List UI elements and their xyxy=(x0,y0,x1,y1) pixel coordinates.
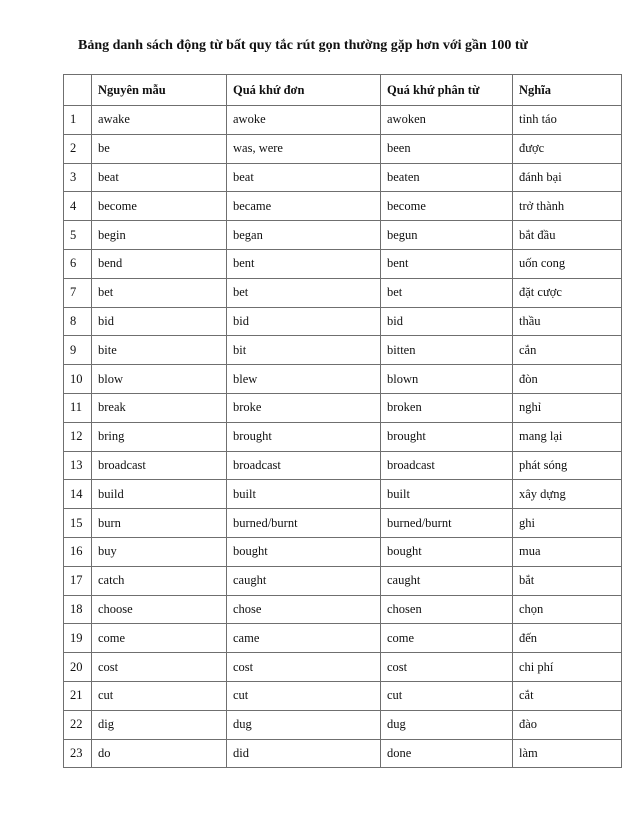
past-simple-cell: beat xyxy=(227,163,381,192)
table-row xyxy=(64,480,622,509)
past-participle-cell: come xyxy=(381,624,513,653)
table-row xyxy=(64,422,622,451)
row-index: 5 xyxy=(64,221,92,250)
base-form-cell: be xyxy=(92,134,227,163)
base-form-cell: dig xyxy=(92,710,227,739)
past-simple-cell: broadcast xyxy=(227,451,381,480)
table-row xyxy=(64,509,622,538)
meaning-cell: chọn xyxy=(513,595,622,624)
past-simple-cell: dug xyxy=(227,710,381,739)
meaning-cell: phát sóng xyxy=(513,451,622,480)
table-row xyxy=(64,192,622,221)
base-form-cell: broadcast xyxy=(92,451,227,480)
past-simple-cell: came xyxy=(227,624,381,653)
past-simple-cell: bent xyxy=(227,249,381,278)
row-index: 9 xyxy=(64,336,92,365)
meaning-cell: ghi xyxy=(513,509,622,538)
table-row xyxy=(64,710,622,739)
past-simple-cell: caught xyxy=(227,566,381,595)
row-index: 10 xyxy=(64,365,92,394)
header-meaning: Nghĩa xyxy=(513,75,622,106)
base-form-cell: blow xyxy=(92,365,227,394)
row-index: 1 xyxy=(64,106,92,135)
base-form-cell: beat xyxy=(92,163,227,192)
base-form-cell: choose xyxy=(92,595,227,624)
row-index: 19 xyxy=(64,624,92,653)
row-index: 16 xyxy=(64,537,92,566)
past-participle-cell: broken xyxy=(381,393,513,422)
past-participle-cell: brought xyxy=(381,422,513,451)
table-row xyxy=(64,653,622,682)
past-participle-cell: been xyxy=(381,134,513,163)
meaning-cell: bắt đầu xyxy=(513,221,622,250)
meaning-cell: uốn cong xyxy=(513,249,622,278)
row-index: 13 xyxy=(64,451,92,480)
past-simple-cell: bit xyxy=(227,336,381,365)
past-simple-cell: built xyxy=(227,480,381,509)
base-form-cell: come xyxy=(92,624,227,653)
past-participle-cell: cut xyxy=(381,681,513,710)
row-index: 12 xyxy=(64,422,92,451)
past-simple-cell: bet xyxy=(227,278,381,307)
meaning-cell: tỉnh táo xyxy=(513,106,622,135)
table-header-row xyxy=(64,75,622,106)
meaning-cell: cắt xyxy=(513,681,622,710)
base-form-cell: bet xyxy=(92,278,227,307)
past-participle-cell: done xyxy=(381,739,513,768)
past-participle-cell: bitten xyxy=(381,336,513,365)
past-participle-cell: bought xyxy=(381,537,513,566)
base-form-cell: cost xyxy=(92,653,227,682)
past-participle-cell: bet xyxy=(381,278,513,307)
base-form-cell: bend xyxy=(92,249,227,278)
row-index: 14 xyxy=(64,480,92,509)
row-index: 8 xyxy=(64,307,92,336)
past-participle-cell: built xyxy=(381,480,513,509)
meaning-cell: đến xyxy=(513,624,622,653)
base-form-cell: bite xyxy=(92,336,227,365)
past-simple-cell: bid xyxy=(227,307,381,336)
table-row xyxy=(64,221,622,250)
header-base-form: Nguyên mẫu xyxy=(92,75,227,106)
meaning-cell: đánh bại xyxy=(513,163,622,192)
page-title: Bảng danh sách động từ bất quy tắc rút gọn thường gặp hơn với gần 100 từ xyxy=(78,38,528,53)
table-row xyxy=(64,307,622,336)
table-row xyxy=(64,681,622,710)
table-row xyxy=(64,537,622,566)
table-row xyxy=(64,595,622,624)
past-participle-cell: burned/burnt xyxy=(381,509,513,538)
meaning-cell: chi phí xyxy=(513,653,622,682)
meaning-cell: đòn xyxy=(513,365,622,394)
meaning-cell: nghỉ xyxy=(513,393,622,422)
base-form-cell: bring xyxy=(92,422,227,451)
table-row xyxy=(64,106,622,135)
table-row xyxy=(64,278,622,307)
past-participle-cell: begun xyxy=(381,221,513,250)
verb-table xyxy=(63,74,622,768)
header-past-participle: Quá khứ phân từ xyxy=(381,75,513,106)
base-form-cell: cut xyxy=(92,681,227,710)
past-simple-cell: awoke xyxy=(227,106,381,135)
past-participle-cell: become xyxy=(381,192,513,221)
meaning-cell: bắt xyxy=(513,566,622,595)
row-index: 18 xyxy=(64,595,92,624)
past-simple-cell: blew xyxy=(227,365,381,394)
past-participle-cell: bid xyxy=(381,307,513,336)
table-row xyxy=(64,365,622,394)
row-index: 22 xyxy=(64,710,92,739)
meaning-cell: đặt cược xyxy=(513,278,622,307)
table-row xyxy=(64,134,622,163)
meaning-cell: xây dựng xyxy=(513,480,622,509)
row-index: 21 xyxy=(64,681,92,710)
past-participle-cell: blown xyxy=(381,365,513,394)
past-simple-cell: began xyxy=(227,221,381,250)
meaning-cell: thầu xyxy=(513,307,622,336)
past-simple-cell: became xyxy=(227,192,381,221)
table-row xyxy=(64,336,622,365)
past-simple-cell: brought xyxy=(227,422,381,451)
base-form-cell: burn xyxy=(92,509,227,538)
row-index: 3 xyxy=(64,163,92,192)
past-simple-cell: cut xyxy=(227,681,381,710)
verb-table-body xyxy=(64,106,622,768)
past-simple-cell: was, were xyxy=(227,134,381,163)
past-participle-cell: chosen xyxy=(381,595,513,624)
meaning-cell: làm xyxy=(513,739,622,768)
header-index xyxy=(64,75,92,106)
row-index: 4 xyxy=(64,192,92,221)
past-participle-cell: broadcast xyxy=(381,451,513,480)
past-simple-cell: cost xyxy=(227,653,381,682)
table-row xyxy=(64,566,622,595)
past-participle-cell: awoken xyxy=(381,106,513,135)
base-form-cell: buy xyxy=(92,537,227,566)
past-simple-cell: bought xyxy=(227,537,381,566)
past-participle-cell: caught xyxy=(381,566,513,595)
past-simple-cell: did xyxy=(227,739,381,768)
base-form-cell: begin xyxy=(92,221,227,250)
past-simple-cell: broke xyxy=(227,393,381,422)
base-form-cell: break xyxy=(92,393,227,422)
meaning-cell: được xyxy=(513,134,622,163)
meaning-cell: trở thành xyxy=(513,192,622,221)
row-index: 15 xyxy=(64,509,92,538)
table-row xyxy=(64,249,622,278)
row-index: 7 xyxy=(64,278,92,307)
past-participle-cell: cost xyxy=(381,653,513,682)
base-form-cell: awake xyxy=(92,106,227,135)
meaning-cell: đào xyxy=(513,710,622,739)
base-form-cell: catch xyxy=(92,566,227,595)
base-form-cell: do xyxy=(92,739,227,768)
table-row xyxy=(64,451,622,480)
past-simple-cell: chose xyxy=(227,595,381,624)
row-index: 2 xyxy=(64,134,92,163)
row-index: 20 xyxy=(64,653,92,682)
table-row xyxy=(64,739,622,768)
header-past-simple: Quá khứ đơn xyxy=(227,75,381,106)
row-index: 23 xyxy=(64,739,92,768)
row-index: 11 xyxy=(64,393,92,422)
row-index: 6 xyxy=(64,249,92,278)
past-participle-cell: bent xyxy=(381,249,513,278)
past-participle-cell: beaten xyxy=(381,163,513,192)
row-index: 17 xyxy=(64,566,92,595)
table-row xyxy=(64,163,622,192)
meaning-cell: cắn xyxy=(513,336,622,365)
past-participle-cell: dug xyxy=(381,710,513,739)
table-row xyxy=(64,393,622,422)
base-form-cell: build xyxy=(92,480,227,509)
base-form-cell: become xyxy=(92,192,227,221)
meaning-cell: mang lại xyxy=(513,422,622,451)
base-form-cell: bid xyxy=(92,307,227,336)
past-simple-cell: burned/burnt xyxy=(227,509,381,538)
meaning-cell: mua xyxy=(513,537,622,566)
table-row xyxy=(64,624,622,653)
